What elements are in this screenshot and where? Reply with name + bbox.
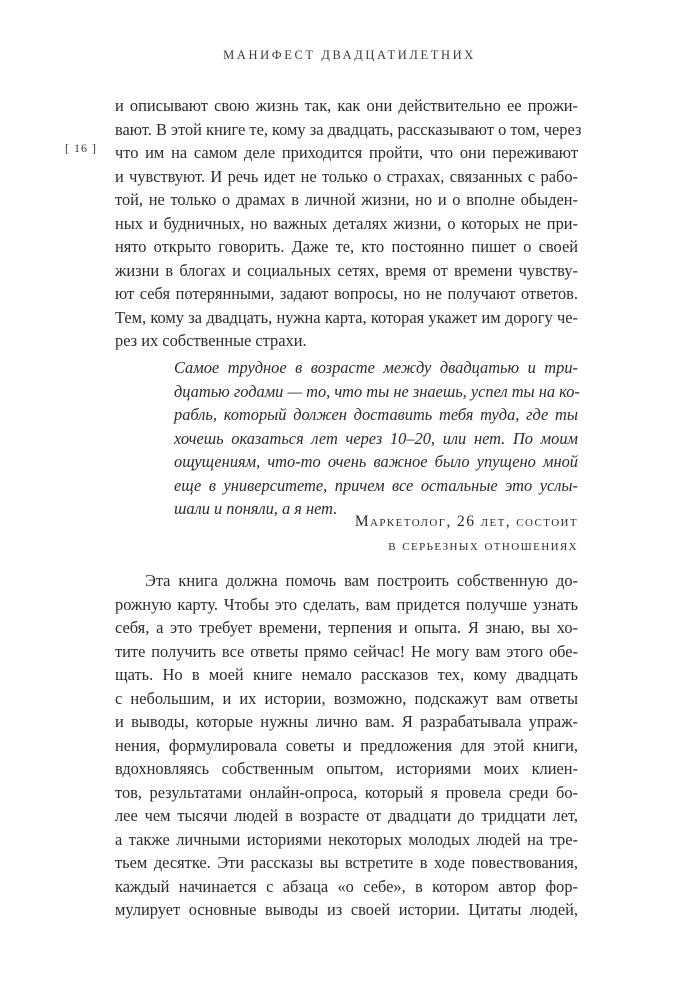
text-line: себя, а это требует времени, терпения и опыта. Я знаю, вы хо- xyxy=(115,618,578,637)
text-line: рез их собственные страхи. xyxy=(115,331,307,350)
quote-attribution xyxy=(250,510,578,557)
text-line: нения, формулировала советы и предложения для этой книги, xyxy=(115,735,578,755)
text-line: тов, результатами онлайн-опроса, который я провела среди бо- xyxy=(115,782,578,802)
quote-line: хочешь оказаться лет через 10–20, или нет. По моим xyxy=(174,428,578,448)
text-line: каждый начинается с абзаца «о себе», в котором автор фор- xyxy=(115,876,578,896)
text-line: рожную карту. Чтобы это сделать, вам придется получше узнать xyxy=(115,594,578,614)
quote-line: Самое трудное в возрасте между двадцатью и три- xyxy=(174,358,578,377)
text-line: тите получить все ответы прямо сейчас! Не могу вам этого обе- xyxy=(115,641,578,661)
quote-line: еще в университете, причем все остальные это услы- xyxy=(174,475,578,495)
attribution-line: в серьезных отношениях xyxy=(388,536,578,554)
body-paragraph-2 xyxy=(115,569,578,922)
text-line: лее чем тысячи людей в возрасте от двадцати до тридцати лет, xyxy=(115,806,578,825)
text-line: и описывают свою жизнь так, как они действительно ее прожи- xyxy=(115,96,578,115)
block-quote xyxy=(174,356,578,521)
text-line: мулирует основные выводы из своей истории. Цитаты людей, xyxy=(115,900,578,919)
running-header: МАНИФЕСТ ДВАДЦАТИЛЕТНИХ xyxy=(223,48,476,62)
text-line: нято открыто говорить. Даже те, кто постоянно пишет о своей xyxy=(115,237,578,256)
attribution-line: Маркетолог, 26 лет, состоит xyxy=(354,513,578,530)
text-line: с небольшим, и их истории, возможно, подскажут вам ответы xyxy=(115,688,578,708)
quote-line: рабль, который должен доставить тебя туда, где ты xyxy=(174,405,578,424)
text-line: жизни в блогах и социальных сетях, время от времени чувству- xyxy=(115,260,578,280)
text-line: ных и будничных, но важных деталях жизни, о которых не при- xyxy=(115,213,578,233)
body-paragraph-1 xyxy=(115,94,582,353)
text-line: вают. В этой книге те, кому за двадцать, рассказывают о том, через xyxy=(115,119,582,139)
text-line: Тем, кому за двадцать, нужна карта, которая укажет им дорогу че- xyxy=(115,307,578,327)
text-line: той, не только о драмах в личной жизни, но и о вполне обыден- xyxy=(115,190,578,209)
quote-line: ощущениям, что-то очень важное было упущено мной xyxy=(174,452,578,471)
text-line: вдохновляясь собственным опытом, историями моих клиен- xyxy=(115,759,578,778)
quote-line: шали и поняли, а я нет. xyxy=(174,499,338,518)
quote-line: дцатью годами — то, что ты не знаешь, успел ты на ко- xyxy=(174,381,580,401)
text-line: что им на самом деле приходится пройти, что они переживают xyxy=(115,143,578,162)
text-line: Эта книга должна помочь вам построить собственную до- xyxy=(145,571,578,590)
text-line: тьем десятке. Эти рассказы вы встретите в ходе повествования, xyxy=(115,853,578,872)
text-line: ют себя потерянными, задают вопросы, но не получают ответов. xyxy=(115,284,578,303)
page-number: [ 16 ] xyxy=(65,141,97,155)
text-line: щать. Но в моей книге немало рассказов тех, кому двадцать xyxy=(115,665,578,684)
text-line: и чувствуют. И речь идет не только о страхах, связанных с рабо- xyxy=(115,166,578,186)
text-line: а также личными историями некоторых молодых людей на тре- xyxy=(115,829,578,849)
text-line: и выводы, которые нужны лично вам. Я разрабатывала упраж- xyxy=(115,712,578,731)
